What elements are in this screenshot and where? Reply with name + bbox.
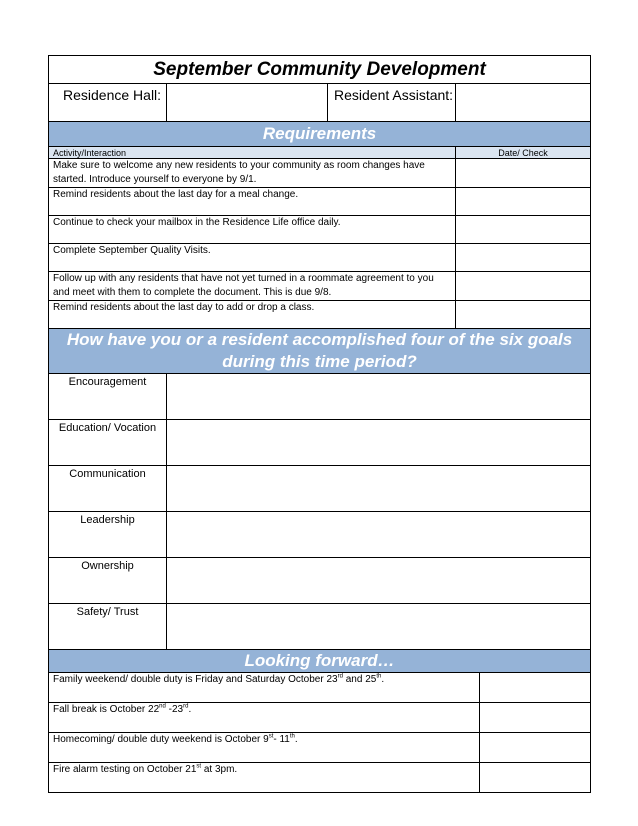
event-text: . xyxy=(294,734,298,745)
task-date-check-cell[interactable] xyxy=(456,244,591,272)
requirements-heading: Requirements xyxy=(49,122,591,147)
activity-column-header: Activity/Interaction xyxy=(49,147,456,159)
community-development-form xyxy=(48,55,591,793)
event-text: Homecoming/ double duty weekend is October 9 xyxy=(53,734,269,745)
event-text: . xyxy=(381,674,385,685)
goal-response-field[interactable] xyxy=(167,420,591,466)
event-text: Fire alarm testing on October 21 xyxy=(53,764,197,775)
resident-assistant-field[interactable] xyxy=(456,84,591,122)
form-title: September Community Development xyxy=(49,56,591,84)
residence-hall-label: Residence Hall: xyxy=(49,84,167,122)
event-text: Family weekend/ double duty is Friday and Saturday October 23 xyxy=(53,674,338,685)
event-superscript: st xyxy=(268,733,274,740)
date-check-column-header: Date/ Check xyxy=(456,147,591,159)
event-check-cell[interactable] xyxy=(480,733,591,763)
event-text: -23 xyxy=(165,704,184,715)
goals-heading: How have you or a resident accomplished four of the six goals during this time period? xyxy=(49,329,591,374)
looking-forward-heading: Looking forward… xyxy=(49,650,591,673)
goal-response-field[interactable] xyxy=(167,374,591,420)
event-text: at 3pm. xyxy=(201,764,238,775)
resident-assistant-label: Resident Assistant: xyxy=(328,84,456,122)
event-text: - 11 xyxy=(273,734,290,745)
event-check-cell[interactable] xyxy=(480,703,591,733)
event-check-cell[interactable] xyxy=(480,673,591,703)
goal-response-field[interactable] xyxy=(167,466,591,512)
event-item xyxy=(49,733,480,763)
event-text: Fall break is October 22 xyxy=(53,704,160,715)
goal-label: Education/ Vocation xyxy=(49,420,167,466)
event-superscript: th xyxy=(376,673,382,680)
event-check-cell[interactable] xyxy=(480,763,591,793)
event-text: . xyxy=(188,704,192,715)
goal-label: Ownership xyxy=(49,558,167,604)
event-superscript: rd xyxy=(337,673,343,680)
task-date-check-cell[interactable] xyxy=(456,272,591,301)
goal-label: Leadership xyxy=(49,512,167,558)
task-row-text: Remind residents about the last day for a meal change. xyxy=(49,188,456,216)
task-row-text: Complete September Quality Visits. xyxy=(49,244,456,272)
task-row-text: Continue to check your mailbox in the Residence Life office daily. xyxy=(49,216,456,244)
task-row-text: Follow up with any residents that have not yet turned in a roommate agreement to you and meet with them to complete the document. This is due 9/8. xyxy=(49,272,456,301)
task-date-check-cell[interactable] xyxy=(456,216,591,244)
event-text: and 25 xyxy=(342,674,377,685)
event-item xyxy=(49,673,480,703)
event-item xyxy=(49,703,480,733)
goal-label: Encouragement xyxy=(49,374,167,420)
event-superscript: rd xyxy=(183,703,189,710)
task-date-check-cell[interactable] xyxy=(456,159,591,188)
goal-label: Communication xyxy=(49,466,167,512)
event-superscript: th xyxy=(289,733,295,740)
residence-hall-field[interactable] xyxy=(167,84,328,122)
task-row-text: Remind residents about the last day to add or drop a class. xyxy=(49,301,456,329)
goal-response-field[interactable] xyxy=(167,604,591,650)
task-row-text: Make sure to welcome any new residents to your community as room changes have started. Introduce yourself to everyone by 9/1. xyxy=(49,159,456,188)
task-date-check-cell[interactable] xyxy=(456,301,591,329)
task-date-check-cell[interactable] xyxy=(456,188,591,216)
goal-response-field[interactable] xyxy=(167,512,591,558)
event-superscript: nd xyxy=(159,703,166,710)
goal-response-field[interactable] xyxy=(167,558,591,604)
goal-label: Safety/ Trust xyxy=(49,604,167,650)
event-item xyxy=(49,763,480,793)
event-superscript: st xyxy=(196,763,202,770)
form-sheet xyxy=(48,55,590,793)
